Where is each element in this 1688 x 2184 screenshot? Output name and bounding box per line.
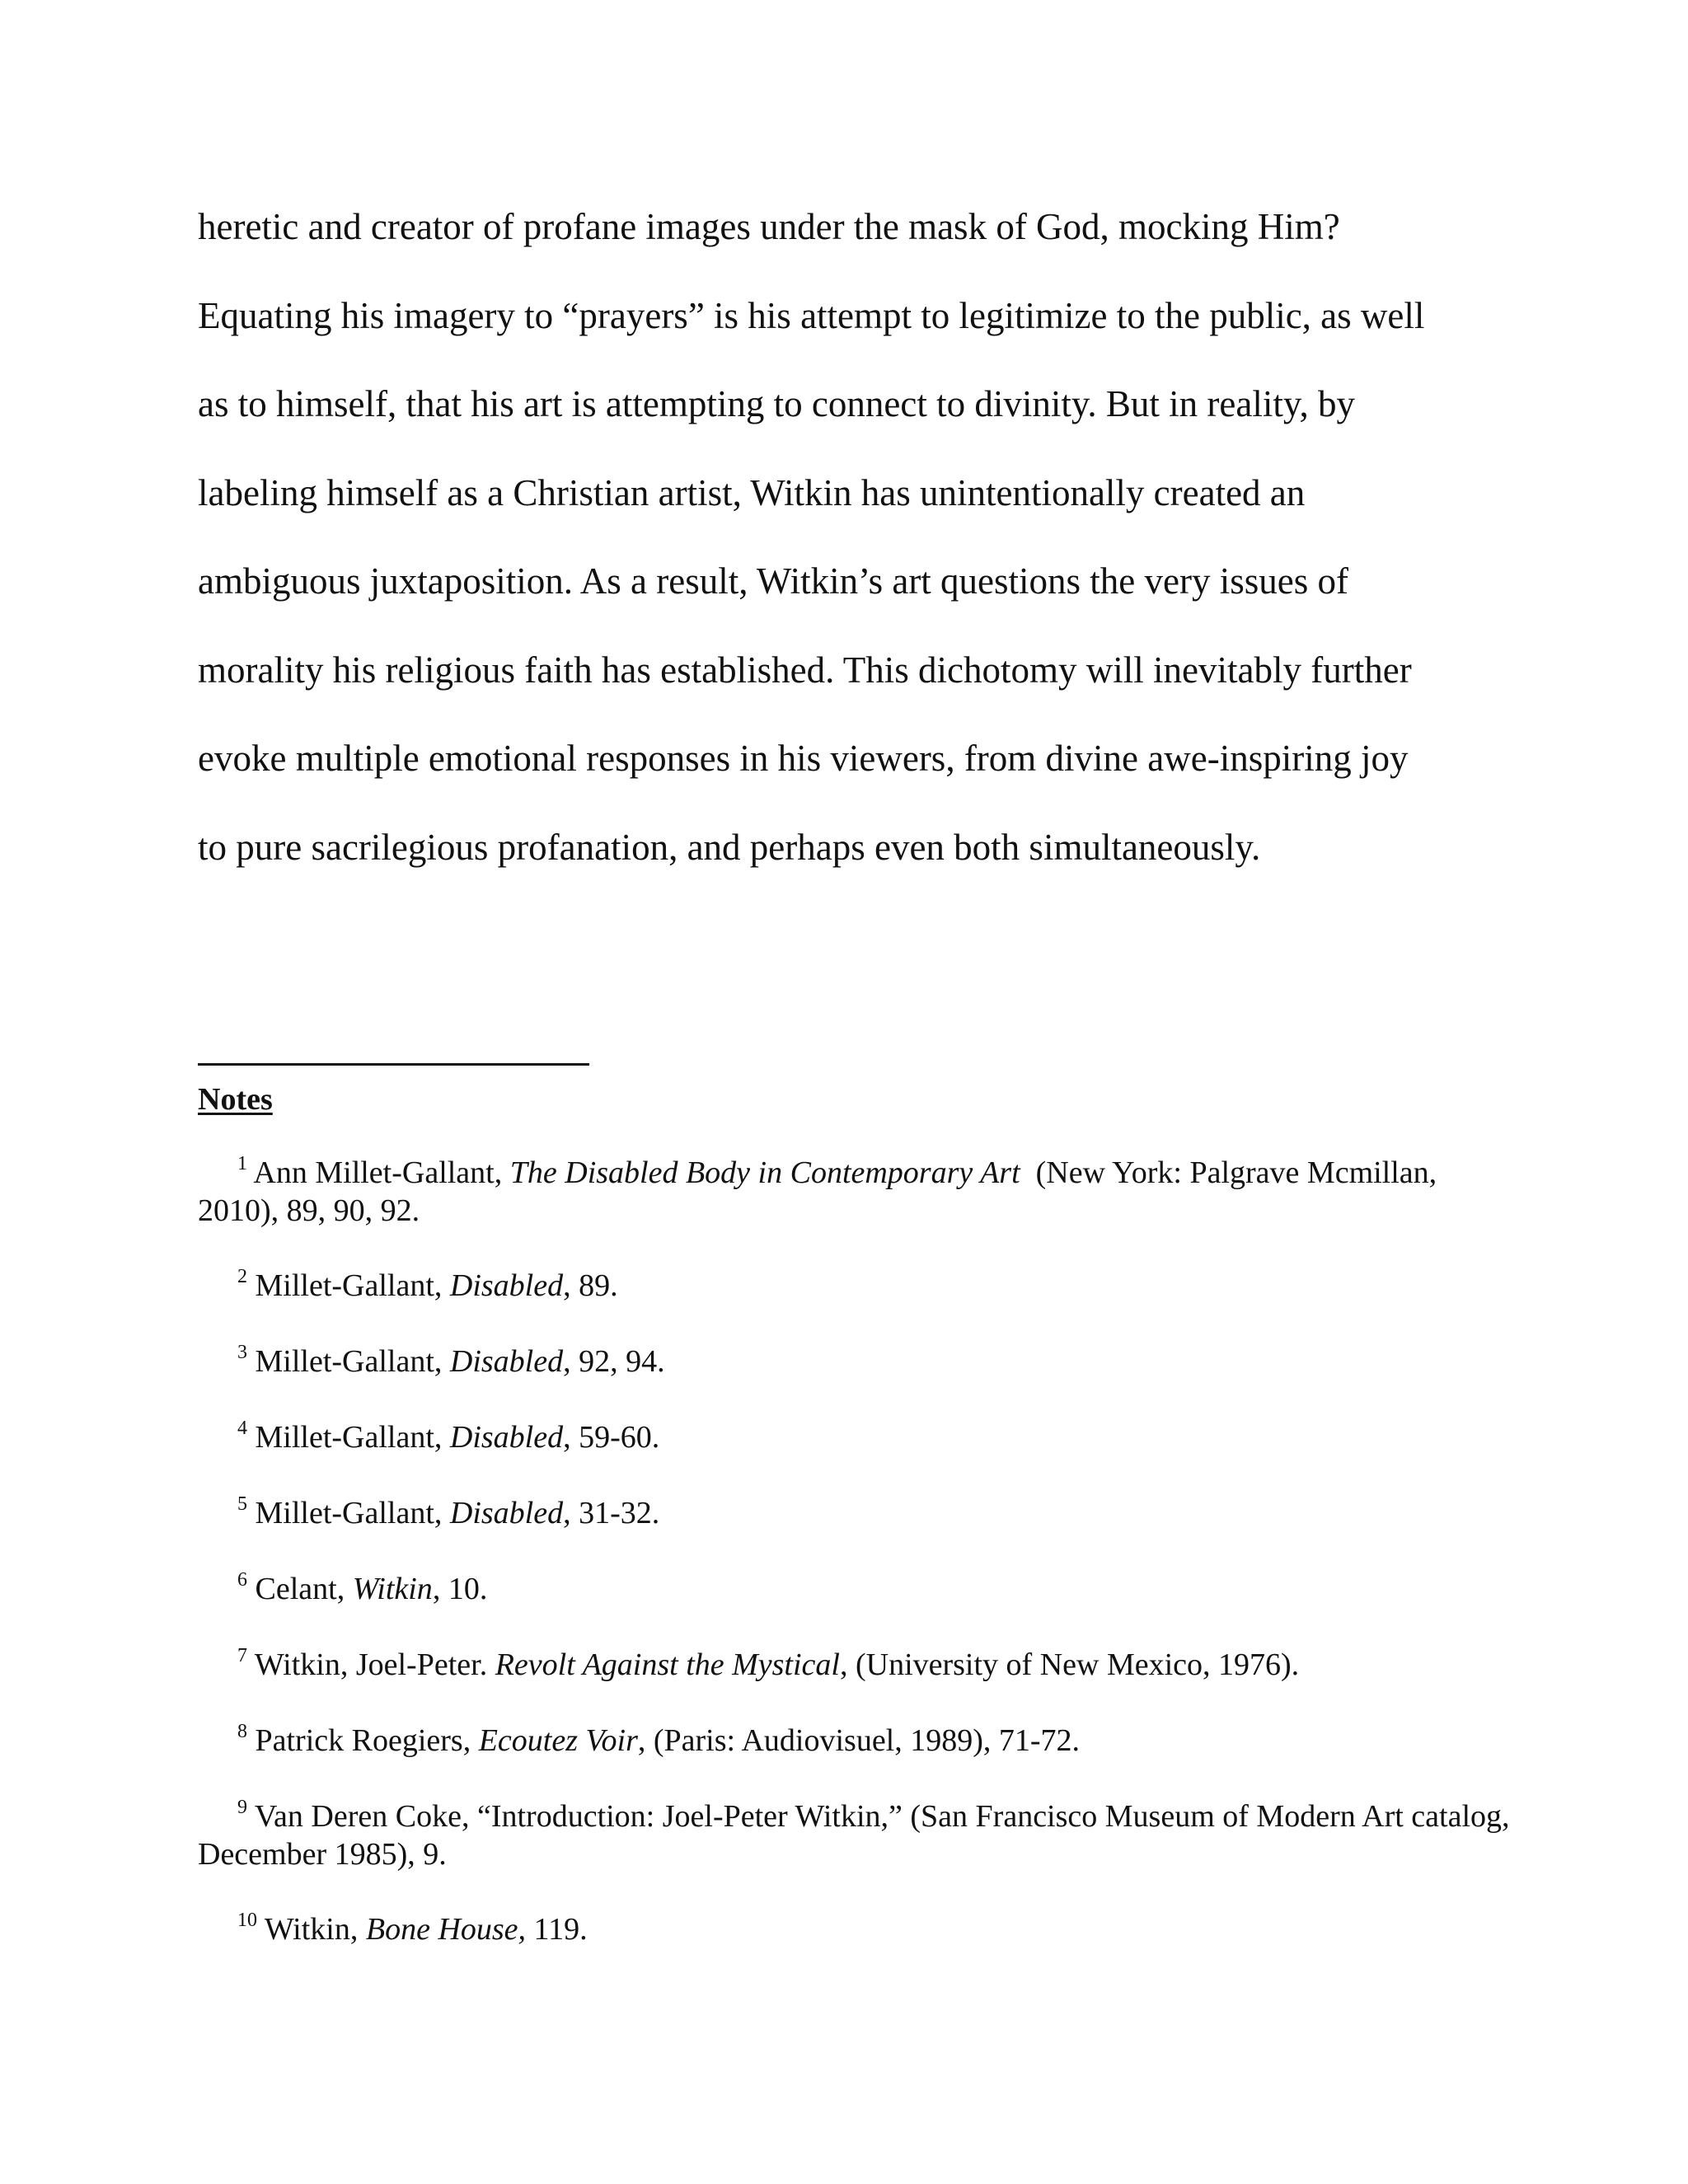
- notes-heading: Notes: [198, 1082, 273, 1117]
- footnote-title: Disabled: [449, 1268, 564, 1303]
- body-line: evoke multiple emotional responses in his viewers, from divine awe-inspiring joy: [198, 738, 1409, 779]
- body-line: morality his religious faith has established. This dichotomy will inevitably further: [198, 649, 1412, 691]
- footnote-number: 3: [237, 1342, 247, 1363]
- body-line: to pure sacrilegious profanation, and perhaps even both simultaneously.: [198, 826, 1261, 868]
- footnote-title: Bone House,: [365, 1912, 527, 1947]
- footnote-number: 10: [237, 1910, 257, 1931]
- body-line: as to himself, that his art is attempting to connect to divinity. But in reality, by: [198, 383, 1355, 424]
- footnote-7: [198, 1646, 1517, 1684]
- footnote-number: 8: [237, 1721, 247, 1742]
- footnote-number: 5: [237, 1493, 247, 1515]
- footnote-text: , 10.: [432, 1572, 488, 1606]
- footnote-10: [198, 1910, 1517, 1948]
- footnote-number: 7: [237, 1645, 247, 1666]
- footnote-5: [198, 1494, 1517, 1532]
- footnote-text: , 31-32.: [563, 1496, 660, 1530]
- footnote-separator: [198, 1063, 589, 1066]
- footnote-1: [198, 1154, 1517, 1230]
- footnote-text: , (Paris: Audiovisuel, 1989), 71-72.: [637, 1723, 1081, 1758]
- footnote-4: [198, 1418, 1517, 1456]
- footnote-text: Patrick Roegiers,: [255, 1723, 479, 1758]
- footnote-6: [198, 1570, 1517, 1608]
- footnote-number: 1: [237, 1153, 247, 1174]
- footnote-title: Witkin: [352, 1572, 433, 1606]
- footnote-8: [198, 1722, 1517, 1760]
- footnote-text: Millet-Gallant,: [255, 1496, 450, 1530]
- footnote-text: Celant,: [255, 1572, 353, 1606]
- footnote-title: The Disabled Body in Contemporary Art: [509, 1155, 1020, 1190]
- footnote-title: Disabled: [449, 1496, 564, 1530]
- footnote-text: Witkin, Joel-Peter.: [254, 1647, 495, 1682]
- footnote-text: Ann Millet-Gallant,: [253, 1155, 510, 1190]
- footnote-text: Van Deren Coke, “Introduction: Joel-Peter Witkin,” (San Francisco Museum of Modern Art catalog, December 1985), 9.: [198, 1799, 1510, 1872]
- footnote-text: Witkin,: [264, 1912, 366, 1947]
- footnote-title: Disabled: [449, 1344, 564, 1379]
- footnote-text: , (University of New Mexico, 1976).: [839, 1647, 1300, 1682]
- footnote-title: Revolt Against the Mystical: [495, 1647, 840, 1682]
- footnote-title: Disabled: [449, 1420, 564, 1455]
- footnote-text: Millet-Gallant,: [255, 1268, 450, 1303]
- footnote-number: 6: [237, 1569, 247, 1591]
- footnote-number: 4: [237, 1418, 247, 1439]
- body-line: ambiguous juxtaposition. As a result, Witkin’s art questions the very issues of: [198, 560, 1348, 602]
- footnote-text: , 92, 94.: [563, 1344, 665, 1379]
- body-line: Equating his imagery to “prayers” is his attempt to legitimize to the public, as well: [198, 294, 1425, 336]
- footnote-text: 119.: [526, 1912, 588, 1947]
- footnote-text: Millet-Gallant,: [255, 1420, 450, 1455]
- body-paragraph: [198, 183, 1517, 892]
- footnote-9: [198, 1797, 1517, 1873]
- body-line: heretic and creator of profane images under the mask of God, mocking Him?: [198, 206, 1340, 247]
- footnote-text: , 59-60.: [563, 1420, 660, 1455]
- footnote-number: 2: [237, 1266, 247, 1287]
- footnote-text: (New York: Palgrave Mcmillan, 2010), 89, 90, 92.: [198, 1155, 1445, 1228]
- footnote-text: , 89.: [563, 1268, 618, 1303]
- body-line: labeling himself as a Christian artist, Witkin has unintentionally created an: [198, 471, 1306, 513]
- footnote-number: 9: [237, 1797, 247, 1818]
- footnote-2: [198, 1267, 1517, 1305]
- footnote-text: Millet-Gallant,: [255, 1344, 450, 1379]
- footnote-title: Ecoutez Voir: [478, 1723, 638, 1758]
- footnote-3: [198, 1343, 1517, 1380]
